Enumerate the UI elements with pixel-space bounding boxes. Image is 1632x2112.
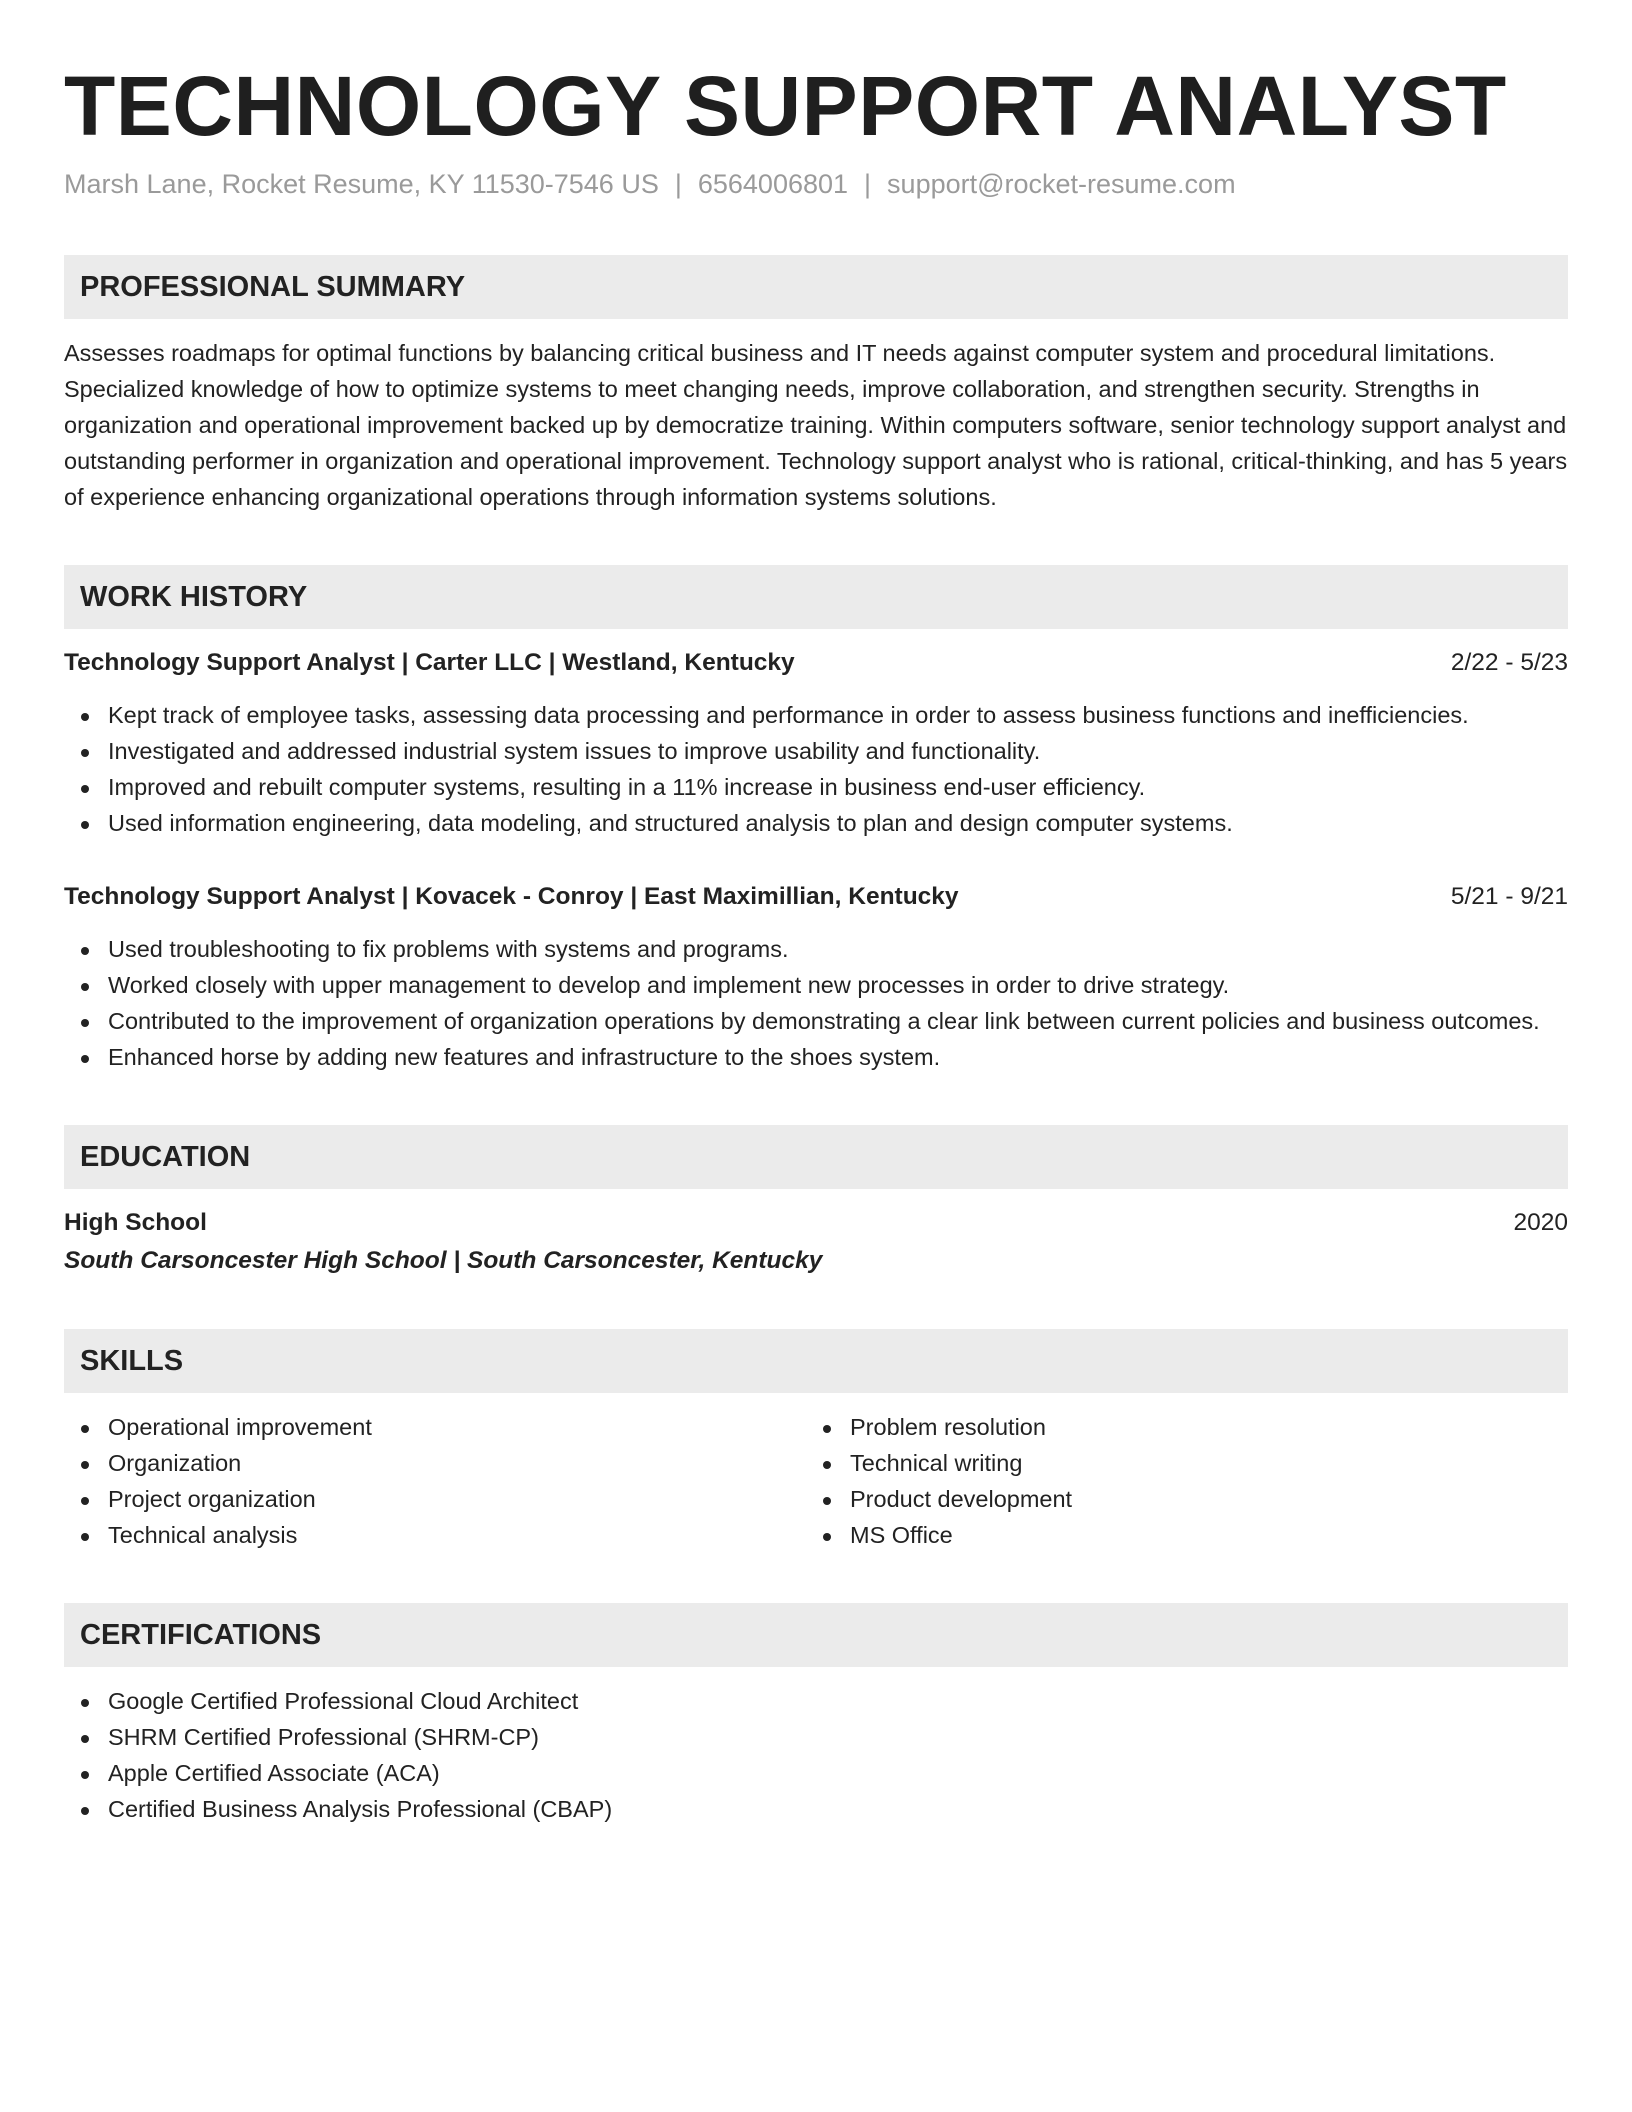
- certification-item: Certified Business Analysis Professional (CBAP): [64, 1791, 1568, 1827]
- job-entry: [64, 879, 1568, 1075]
- job-bullet: Kept track of employee tasks, assessing data processing and performance in order to assess business functions and inefficiencies.: [64, 697, 1568, 733]
- job-bullet: Worked closely with upper management to develop and implement new processes in order to drive strategy.: [64, 967, 1568, 1003]
- contact-phone: 6564006801: [697, 169, 849, 199]
- summary-text: Assesses roadmaps for optimal functions by balancing critical business and IT needs against computer system and procedural limitations. Specialized knowledge of how to optimize systems to meet changing needs, improve collaboration, and strengthen security. Strengths in organization and operational improvement backed up by democratize training. Within computers software, senior technology support analyst and outstanding performer in organization and operational improvement. Technology support analyst who is rational, critical-thinking, and has 5 years of experience enhancing organizational operations through information systems solutions.: [64, 340, 1568, 510]
- section-heading-work-history: WORK HISTORY: [64, 565, 1568, 629]
- contact-separator: |: [674, 169, 682, 199]
- job-title: Technology Support Analyst | Kovacek - Conroy | East Maximillian, Kentucky: [64, 883, 959, 910]
- skill-item: Operational improvement: [64, 1409, 806, 1445]
- education-school: South Carsoncester High School | South Carsoncester, Kentucky: [64, 1247, 823, 1274]
- section-heading-summary: PROFESSIONAL SUMMARY: [64, 255, 1568, 319]
- job-bullet: Used information engineering, data modeling, and structured analysis to plan and design computer systems.: [64, 805, 1568, 841]
- contact-separator: |: [864, 169, 872, 199]
- section-heading-certifications: CERTIFICATIONS: [64, 1603, 1568, 1667]
- job-title: Technology Support Analyst | Carter LLC | Westland, Kentucky: [64, 649, 795, 676]
- skill-item: Problem resolution: [806, 1409, 1548, 1445]
- job-bullet-list: [64, 697, 1568, 841]
- skill-item: Technical writing: [806, 1445, 1548, 1481]
- certification-item: Google Certified Professional Cloud Architect: [64, 1683, 1568, 1719]
- section-heading-skills: SKILLS: [64, 1329, 1568, 1393]
- education-header: [64, 1205, 1568, 1241]
- skill-item: Technical analysis: [64, 1517, 806, 1553]
- job-bullet-list: [64, 931, 1568, 1075]
- resume-page: [64, 58, 1568, 1827]
- job-bullet: Contributed to the improvement of organization operations by demonstrating a clear link between current policies and business outcomes.: [64, 1003, 1568, 1039]
- job-header: [64, 879, 1568, 915]
- job-bullet: Improved and rebuilt computer systems, resulting in a 11% increase in business end-user efficiency.: [64, 769, 1568, 805]
- skills-grid: [64, 1409, 1568, 1553]
- skills-list-left: [64, 1409, 806, 1553]
- section-heading-education: EDUCATION: [64, 1125, 1568, 1189]
- job-entry: [64, 645, 1568, 841]
- job-bullet: Used troubleshooting to fix problems with systems and programs.: [64, 931, 1568, 967]
- education-year: 2020: [1513, 1209, 1568, 1236]
- contact-address: Marsh Lane, Rocket Resume, KY 11530-7546 US: [64, 169, 659, 199]
- certification-item: SHRM Certified Professional (SHRM-CP): [64, 1719, 1568, 1755]
- contact-email: support@rocket-resume.com: [887, 169, 1236, 199]
- skill-item: MS Office: [806, 1517, 1548, 1553]
- certification-item: Apple Certified Associate (ACA): [64, 1755, 1568, 1791]
- skill-item: Project organization: [64, 1481, 806, 1517]
- skills-list-right: [806, 1409, 1548, 1553]
- skill-item: Organization: [64, 1445, 806, 1481]
- skill-item: Product development: [806, 1481, 1548, 1517]
- education-degree: High School: [64, 1209, 207, 1236]
- job-dates: 2/22 - 5/23: [1450, 649, 1568, 676]
- job-dates: 5/21 - 9/21: [1450, 883, 1568, 910]
- certifications-list: [64, 1683, 1568, 1827]
- job-header: [64, 645, 1568, 681]
- job-bullet: Enhanced horse by adding new features and infrastructure to the shoes system.: [64, 1039, 1568, 1075]
- contact-line: [64, 166, 1568, 202]
- resume-name: TECHNOLOGY SUPPORT ANALYST: [64, 59, 1507, 153]
- job-bullet: Investigated and addressed industrial system issues to improve usability and functionality.: [64, 733, 1568, 769]
